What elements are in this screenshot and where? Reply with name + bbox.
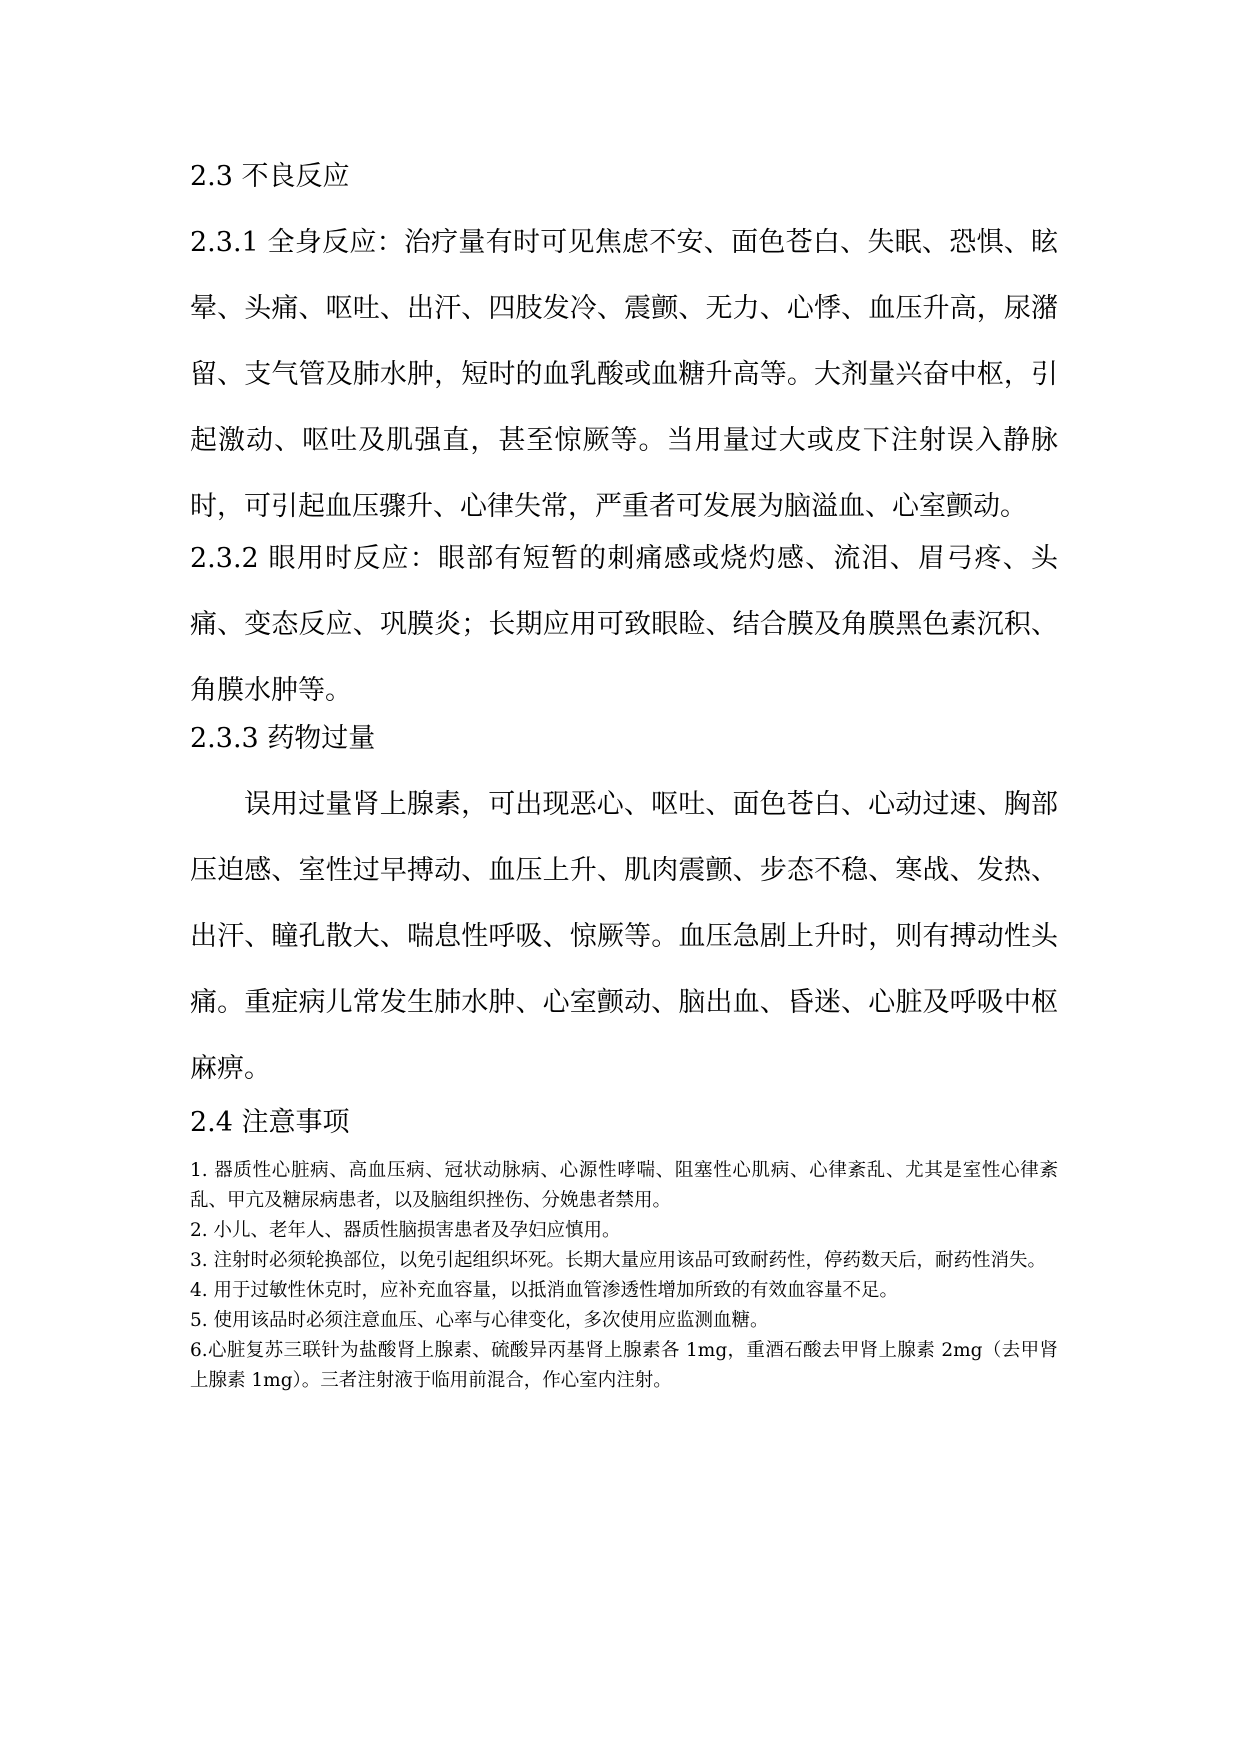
precaution-item-4: 4. 用于过敏性休克时，应补充血容量，以抵消血管渗透性增加所致的有效血容量不足。 bbox=[190, 1280, 899, 1301]
section-2-3-heading: 2.3 不良反应 bbox=[190, 161, 350, 192]
document-page bbox=[190, 158, 1058, 1396]
precaution-item-2: 2. 小儿、老年人、器质性脑损害患者及孕妇应慎用。 bbox=[190, 1220, 621, 1241]
precaution-item-5: 5. 使用该品时必须注意血压、心率与心律变化，多次使用应监测血糖。 bbox=[190, 1310, 769, 1331]
section-2-3-1-paragraph: 2.3.1 全身反应：治疗量有时可见焦虑不安、面色苍白、失眠、恐惧、眩晕、头痛、呕吐、出汗、四肢发冷、震颤、无力、心悸、血压升高，尿潴留、支气管及肺水肿，短时的血乳酸或血糖升高等。大剂量兴奋中枢，引起激动、呕吐及肌强直，甚至惊厥等。当用量过大或皮下注射误入静脉时，可引起血压骤升、心律失常，严重者可发展为脑溢血、心室颤动。 bbox=[190, 227, 1058, 522]
precaution-item-6: 6.心脏复苏三联针为盐酸肾上腺素、硫酸异丙基肾上腺素各 1mg，重酒石酸去甲肾上腺素 2mg（去甲肾上腺素 1mg）。三者注射液于临用前混合，作心室内注射。 bbox=[190, 1340, 1058, 1391]
section-2-3-3-paragraph: 误用过量肾上腺素，可出现恶心、呕吐、面色苍白、心动过速、胸部压迫感、室性过早搏动、血压上升、肌肉震颤、步态不稳、寒战、发热、出汗、瞳孔散大、喘息性呼吸、惊厥等。血压急剧上升时，则有搏动性头痛。重症病儿常发生肺水肿、心室颤动、脑出血、昏迷、心脏及呼吸中枢麻痹。 bbox=[190, 789, 1058, 1084]
precaution-item-1: 1. 器质性心脏病、高血压病、冠状动脉病、心源性哮喘、阻塞性心肌病、心律紊乱、尤其是室性心律紊乱、甲亢及糖尿病患者，以及脑组织挫伤、分娩患者禁用。 bbox=[190, 1160, 1058, 1211]
section-2-4-heading: 2.4 注意事项 bbox=[190, 1107, 350, 1138]
precaution-item-3: 3. 注射时必须轮换部位，以免引起组织坏死。长期大量应用该品可致耐药性，停药数天后，耐药性消失。 bbox=[190, 1250, 1047, 1271]
precautions-list bbox=[190, 1156, 1058, 1396]
section-2-3-2-paragraph: 2.3.2 眼用时反应：眼部有短暂的刺痛感或烧灼感、流泪、眉弓疼、头痛、变态反应、巩膜炎；长期应用可致眼睑、结合膜及角膜黑色素沉积、角膜水肿等。 bbox=[190, 543, 1058, 706]
section-2-3-3-heading: 2.3.3 药物过量 bbox=[190, 723, 376, 754]
